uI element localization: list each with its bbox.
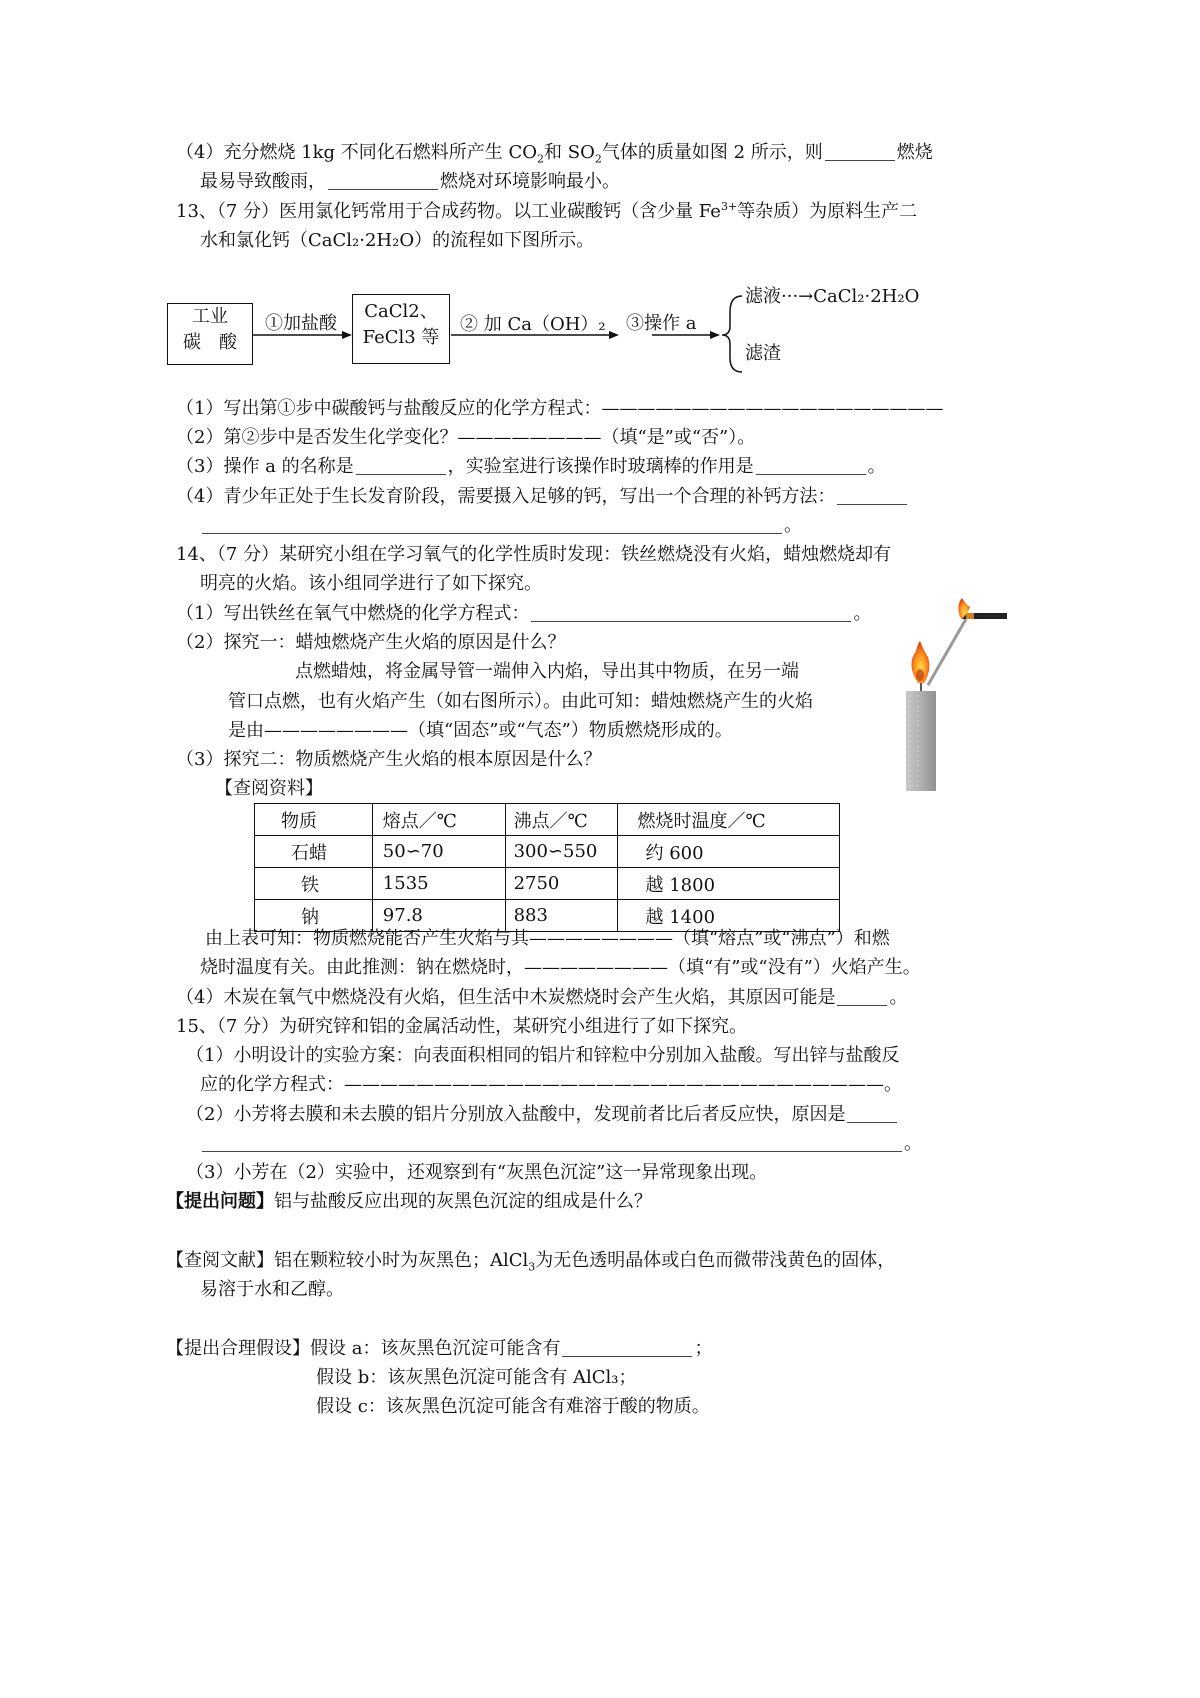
q15-sub1-line2: 应的化学方程式：——————————————————————————————。	[200, 1074, 902, 1095]
properties-table	[254, 803, 840, 932]
q15-hypothesis-c: 假设 c：该灰黑色沉淀可能含有难溶于酸的物质。	[316, 1396, 710, 1417]
flow-step1-label: ①加盐酸	[265, 313, 337, 334]
section-label: 【提出合理假设】	[166, 1338, 310, 1359]
metal-tube	[928, 619, 966, 685]
q15-intro: 15、（7 分）为研究锌和铝的金属活动性，某研究小组进行了如下探究。	[176, 1016, 748, 1037]
text: 为无色透明晶体或白色而微带浅黄色的固体，	[535, 1250, 896, 1271]
arrow-head	[342, 331, 352, 339]
flow-output-residue: 滤渣	[745, 343, 781, 364]
table-header: 燃烧时温度／℃	[617, 804, 840, 836]
table-header: 熔点／℃	[372, 804, 505, 836]
subscript: 2	[594, 152, 602, 166]
flow-arrows	[0, 0, 1200, 400]
text: 等杂质）为原料生产二	[737, 201, 918, 222]
answer-blank[interactable]	[202, 1137, 902, 1152]
text: 最易导致酸雨，	[200, 171, 326, 192]
table-cell: 越 1400	[617, 900, 840, 932]
candle-illustration	[890, 595, 1015, 795]
text: 假设 a：该灰黑色沉淀可能含有	[310, 1338, 561, 1359]
q15-literature-line2: 易溶于水和乙醇。	[200, 1279, 344, 1300]
q14-sub2-para3: 是由————————（填“固态”或“气态”）物质燃烧形成的。	[228, 720, 733, 741]
answer-blank[interactable]	[356, 460, 446, 475]
answer-blank[interactable]	[837, 490, 907, 505]
text: 13、（7 分）医用氯化钙常用于合成药物。以工业碳酸钙（含少量 Fe	[176, 201, 721, 222]
text: 。	[867, 456, 886, 477]
answer-blank[interactable]	[202, 519, 782, 534]
q15-sub2-cont	[200, 1132, 922, 1156]
text: 铝与盐酸反应出现的灰黑色沉淀的组成是什么？	[274, 1191, 652, 1212]
q15-question	[166, 1190, 652, 1214]
q14-sub2: （2）探究一：蜡烛燃烧产生火焰的原因是什么？	[176, 632, 566, 653]
table-cell: 300∽550	[505, 836, 617, 868]
table-cell: 883	[505, 900, 617, 932]
table-cell: 钠	[255, 900, 373, 932]
text: ，实验室进行该操作时玻璃棒的作用是	[447, 456, 754, 477]
answer-blank[interactable]	[756, 460, 866, 475]
text: 。	[904, 1133, 922, 1154]
flow-step3-label: ③操作 a	[626, 313, 697, 334]
reference-title: 【查阅资料】	[215, 778, 323, 799]
table-cell: 2750	[505, 868, 617, 900]
table-cell: 石蜡	[255, 836, 373, 868]
text: （4）青少年正处于生长发育阶段，需要摄入足够的钙，写出一个合理的补钙方法：	[176, 486, 836, 507]
candle-flame	[911, 641, 929, 683]
text: ；	[694, 1338, 713, 1359]
subscript: 2	[537, 152, 545, 166]
text: 。	[889, 987, 908, 1008]
superscript: 3+	[720, 200, 738, 213]
text: 。	[784, 515, 802, 536]
table-cell: 1535	[372, 868, 505, 900]
q14-after-table-2: 烧时温度有关。由此推测：钠在燃烧时，————————（填“有”或“没有”）火焰产生。	[200, 957, 921, 978]
q14-sub3: （3）探究二：物质燃烧产生火焰的根本原因是什么？	[176, 749, 602, 770]
table-header: 物质	[255, 804, 373, 836]
box-text: 工业	[192, 306, 228, 327]
q14-intro-line2: 明亮的火焰。该小组同学进行了如下探究。	[200, 573, 542, 594]
arrow-head	[710, 331, 720, 339]
table-cell: 50∽70	[372, 836, 505, 868]
q15-literature-line1	[166, 1249, 895, 1273]
table-cell: 越 1800	[617, 868, 840, 900]
flow-step2-label: ② 加 Ca（OH）₂	[460, 314, 606, 335]
answer-blank[interactable]	[847, 1108, 897, 1123]
q13-sub1: （1）写出第①步中碳酸钙与盐酸反应的化学方程式：———————————————————	[176, 398, 944, 419]
text: （2）小芳将去膜和未去膜的铝片分别放入盐酸中，发现前者比后者反应快，原因是	[186, 1104, 846, 1125]
text: 燃烧对环境影响最小。	[440, 171, 620, 192]
table-header-row	[255, 804, 840, 836]
arrow-head	[609, 331, 619, 339]
q13-sub4-cont	[200, 514, 802, 538]
text: 和 SO	[544, 142, 595, 163]
text: （4）充分燃烧 1kg 不同化石燃料所产生 CO	[176, 142, 538, 163]
q15-sub2	[186, 1103, 899, 1127]
table-row	[255, 868, 840, 900]
q14-sub4	[176, 986, 907, 1010]
section-label: 【提出问题】	[166, 1191, 274, 1212]
q14-sub2-para1: 点燃蜡烛，将金属导管一端伸入内焰，导出其中物质，在另一端	[295, 661, 799, 682]
q15-hypothesis-a	[166, 1337, 712, 1361]
text: （3）操作 a 的名称是	[176, 456, 354, 477]
q14-sub2-para2: 管口点燃，也有火焰产生（如右图所示）。由此可知：蜡烛燃烧产生的火焰	[228, 691, 813, 712]
table-header: 沸点／℃	[505, 804, 617, 836]
q15-hypothesis-b: 假设 b：该灰黑色沉淀可能含有 AlCl₃；	[316, 1367, 637, 1388]
answer-blank[interactable]	[531, 607, 851, 622]
text: 。	[853, 603, 872, 624]
q14-after-table-1: 由上表可知：物质燃烧能否产生火焰与其————————（填“熔点”或“沸点”）和燃	[205, 928, 890, 949]
text: 铝在颗粒较小时为灰黑色；AlCl	[274, 1250, 529, 1271]
flow-brace	[722, 296, 742, 372]
text: （4）木炭在氧气中燃烧没有火焰，但生活中木炭燃烧时会产生火焰，其原因可能是	[176, 987, 836, 1008]
table-row	[255, 836, 840, 868]
text: 燃烧	[896, 142, 933, 163]
q15-sub3: （3）小芳在（2）实验中，还观察到有“灰黑色沉淀”这一异常现象出现。	[186, 1162, 768, 1183]
box-text: CaCl2、	[364, 301, 438, 322]
box-text: FeCl3 等	[362, 327, 440, 348]
flow-output-filtrate: 滤液···→CaCl₂·2H₂O	[745, 286, 920, 307]
table-cell: 97.8	[372, 900, 505, 932]
text: （1）写出铁丝在氧气中燃烧的化学方程式：	[176, 603, 530, 624]
section-label: 【查阅文献】	[166, 1250, 274, 1271]
q14-intro-line1: 14、（7 分）某研究小组在学习氧气的化学性质时发现：铁丝燃烧没有火焰，蜡烛燃烧却有	[176, 544, 892, 565]
q14-sub1	[176, 602, 871, 626]
q13-sub4	[176, 485, 909, 509]
text: 气体的质量如图 2 所示，则	[601, 142, 823, 163]
q13-sub2: （2）第②步中是否发生化学变化？————————（填“是”或“否”）。	[176, 427, 756, 448]
table-cell: 约 600	[617, 836, 840, 868]
subscript: 3	[528, 1260, 536, 1274]
q13-intro-line2: 水和氯化钙（CaCl₂·2H₂O）的流程如下图所示。	[200, 230, 595, 251]
table-cell: 铁	[255, 868, 373, 900]
box-text: 碳 酸	[183, 332, 237, 353]
answer-blank[interactable]	[562, 1342, 692, 1357]
candle-body	[906, 683, 936, 791]
answer-blank[interactable]	[837, 991, 887, 1006]
tube-bar	[962, 613, 1007, 619]
q13-sub3	[176, 455, 886, 479]
q15-sub1-line1: （1）小明设计的实验方案：向表面积相同的铝片和锌粒中分别加入盐酸。写出锌与盐酸反	[186, 1045, 900, 1066]
